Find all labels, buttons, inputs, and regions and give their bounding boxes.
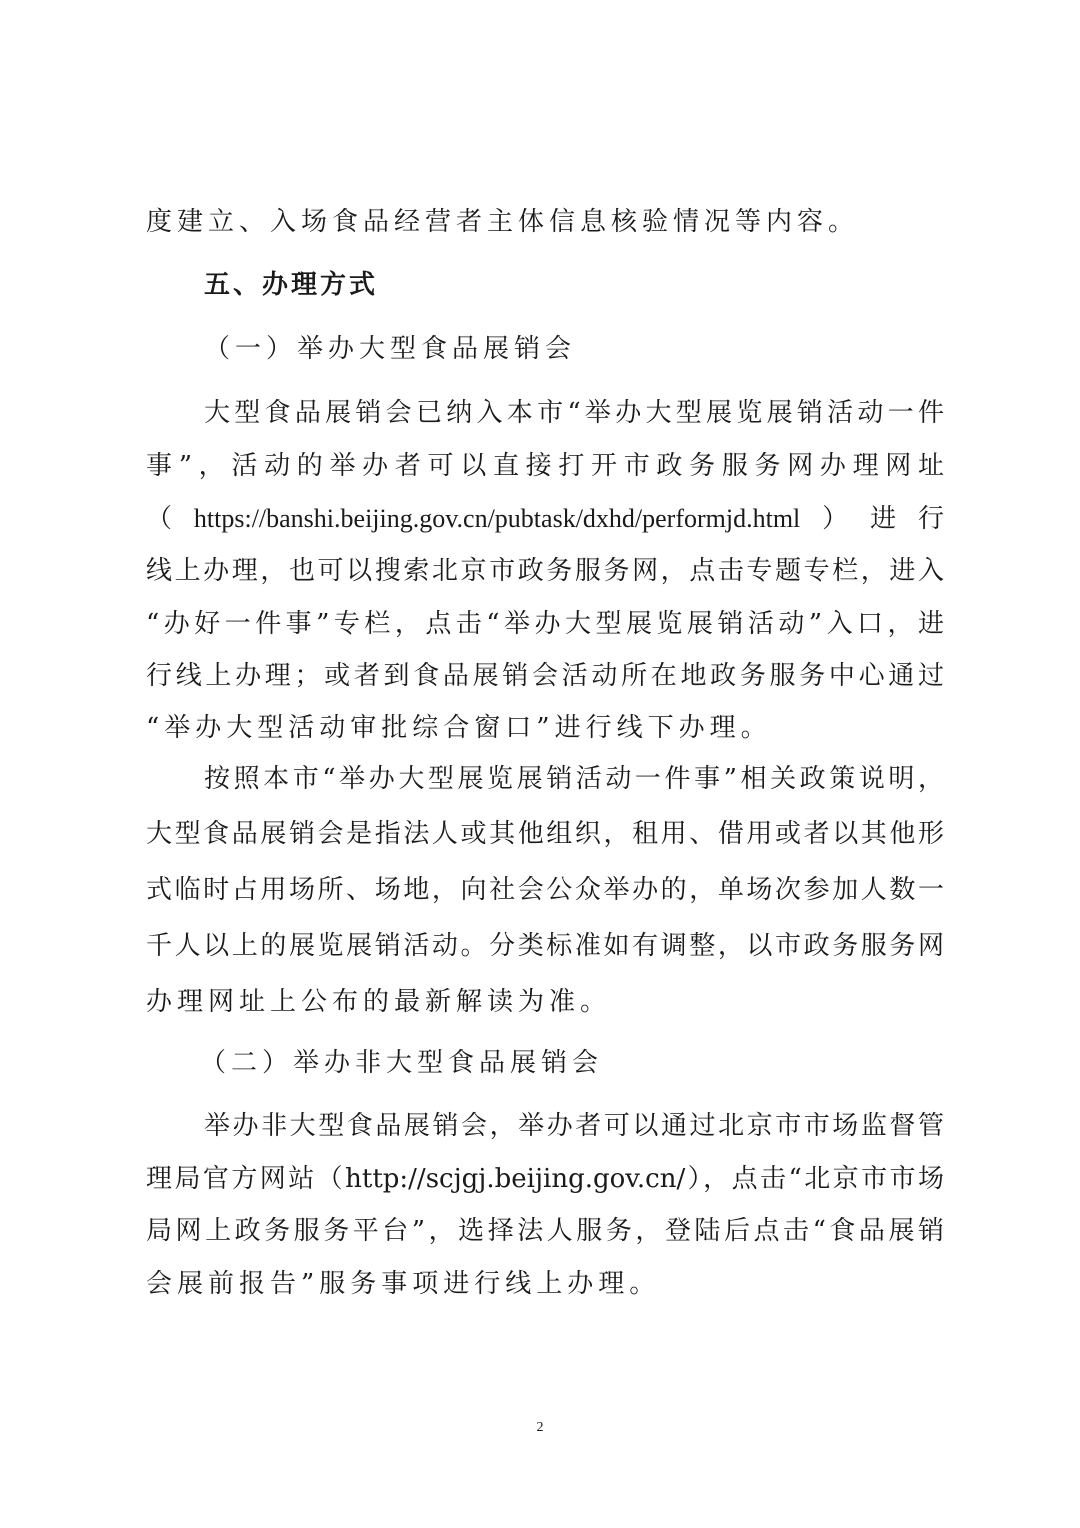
- paragraph-line: 度建立、入场食品经营者主体信息核验情况等内容。: [146, 207, 860, 237]
- paragraph-line: 大型食品展销会是指法人或其他组织，租用、借用或者以其他形: [146, 819, 944, 849]
- paragraph-line: 举办非大型食品展销会，举办者可以通过北京市市场监督管: [204, 1111, 944, 1141]
- paragraph-line: “举办大型活动审批综合窗口”进行线下办理。: [146, 713, 772, 743]
- paragraph-line: 线上办理，也可以搜索北京市政务服务网，点击专题专栏，进入: [146, 556, 944, 586]
- paragraph-line: 办理网址上公布的最新解读为准。: [146, 987, 612, 1017]
- paragraph-line: 事”，活动的举办者可以直接打开市政务服务网办理网址: [146, 451, 944, 481]
- paragraph-line-url: （https://banshi.beijing.gov.cn/pubtask/dxhd/performjd.html）进行: [146, 504, 944, 533]
- section-heading: 五、办理方式: [204, 270, 379, 300]
- page-number: 2: [536, 1420, 544, 1435]
- paragraph-line: “办好一件事”专栏，点击“举办大型展览展销活动”入口，进: [146, 609, 944, 639]
- subsection-heading: （二）举办非大型食品展销会: [200, 1048, 604, 1078]
- paragraph-line: 理局官方网站（http://scjgj.beijing.gov.cn/），点击“北京市市场: [146, 1164, 944, 1194]
- paragraph-line: 千人以上的展览展销活动。分类标准如有调整，以市政务服务网: [146, 931, 944, 961]
- paragraph-line: 局网上政务服务平台”，选择法人服务，登陆后点击“食品展销: [146, 1216, 944, 1246]
- paragraph-line: 按照本市“举办大型展览展销活动一件事”相关政策说明，: [204, 764, 944, 794]
- paragraph-line: 大型食品展销会已纳入本市“举办大型展览展销活动一件: [204, 398, 944, 428]
- paragraph-line: 式临时占用场所、场地，向社会公众举办的，单场次参加人数一: [146, 875, 944, 905]
- paragraph-line: 会展前报告”服务事项进行线上办理。: [146, 1269, 661, 1299]
- subsection-heading: （一）举办大型食品展销会: [204, 334, 577, 364]
- paragraph-line: 行线上办理；或者到食品展销会活动所在地政务服务中心通过: [146, 661, 944, 691]
